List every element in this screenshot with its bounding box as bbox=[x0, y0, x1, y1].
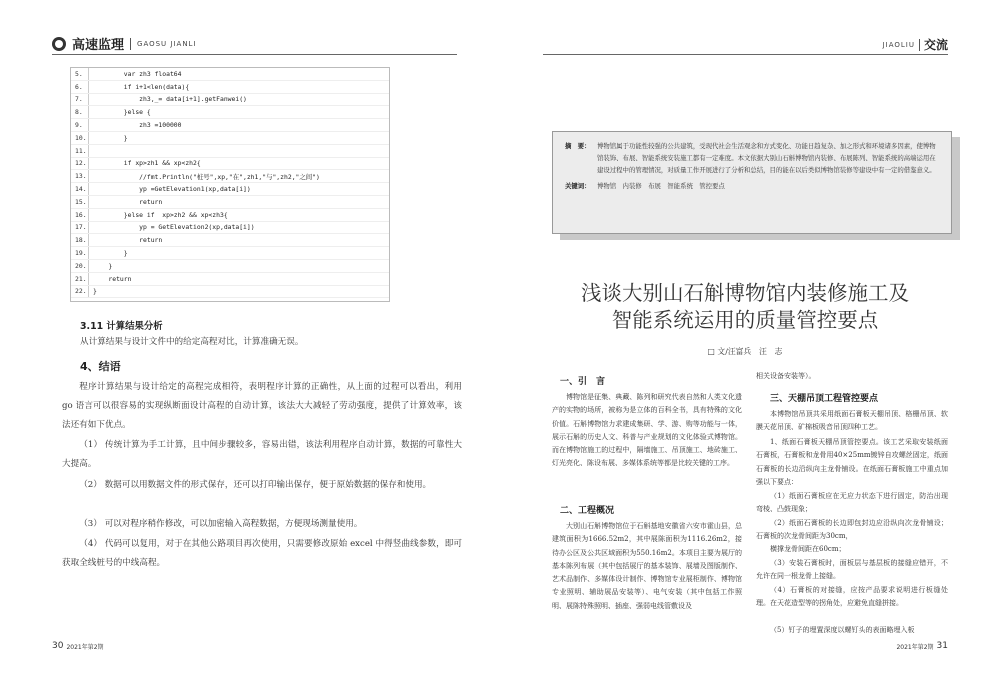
code-line bbox=[71, 196, 389, 209]
code-line-text: yp =GetElevation1(xp,data[i]) bbox=[93, 185, 251, 194]
code-line bbox=[71, 183, 389, 196]
code-line-number: 18. bbox=[71, 234, 89, 246]
section-3-11-text: 从计算结果与设计文件中的给定高程对比，计算准确无误。 bbox=[80, 337, 304, 347]
code-line-text: }else if xp>zh2 && xp<zh3{ bbox=[93, 210, 228, 219]
right-header-rule bbox=[543, 54, 948, 55]
code-line bbox=[71, 81, 389, 94]
code-line bbox=[71, 286, 389, 299]
code-line bbox=[71, 234, 389, 247]
code-line-number: 10. bbox=[71, 132, 89, 144]
journal-logo-icon bbox=[52, 37, 66, 51]
code-line bbox=[71, 68, 389, 81]
left-issue: 2021年第2期 bbox=[66, 643, 104, 651]
code-line-text: return bbox=[93, 197, 163, 206]
code-line-number: 22. bbox=[71, 286, 89, 298]
section-3-heading: 三、天棚吊顶工程管控要点 bbox=[770, 394, 879, 404]
left-page-number: 30 bbox=[52, 641, 64, 651]
code-line-text: } bbox=[93, 133, 128, 142]
point-2-continued: 横撑龙骨间距在60cm； bbox=[770, 545, 846, 553]
code-line-text: return bbox=[93, 274, 132, 283]
code-line-text: return bbox=[93, 236, 163, 245]
left-header-rule bbox=[52, 54, 457, 55]
code-line bbox=[71, 170, 389, 183]
introduction-text: 博物馆是征集、典藏、陈列和研究代表自然和人类文化遗产的实物的场所，被称为是立体的百科全书，具有特殊的文化价值。石斛博物馆力求建成集研、学、游、购等功能与一体，展示石斛的历史人文、科普与产业规划的文化体验式博物馆。而在博物馆施工的过程中，隔墙施工、吊顶施工、地砖施工、灯光亮化、陈设布展、多媒体系统等都是比较关键的工序。 bbox=[552, 393, 742, 468]
code-line-number: 12. bbox=[71, 158, 89, 170]
left-footer bbox=[52, 641, 104, 651]
code-line-number: 6. bbox=[71, 81, 89, 93]
journal-pinyin: GAOSU JIANLI bbox=[137, 39, 197, 48]
section-3-11-heading: 3.11 计算结果分析 bbox=[80, 321, 163, 332]
code-line-number: 19. bbox=[71, 247, 89, 259]
keywords-label: 关键词： bbox=[565, 182, 591, 190]
code-line-number: 7. bbox=[71, 94, 89, 106]
code-line-text: if xp>zh1 && xp<zh2{ bbox=[93, 159, 201, 168]
column-pinyin: JIAOLIU bbox=[882, 40, 915, 49]
left-page-header bbox=[52, 34, 197, 53]
right-page-header bbox=[883, 36, 948, 53]
code-line-text: } bbox=[93, 249, 128, 258]
code-line-number: 13. bbox=[71, 170, 89, 182]
code-line bbox=[71, 119, 389, 132]
right-footer bbox=[896, 641, 948, 651]
code-line bbox=[71, 222, 389, 235]
point-2: （2）纸面石膏板的长边即包封边应沿纵向次龙骨铺设；石膏板的次龙骨间距为30cm， bbox=[756, 519, 948, 541]
overview-text: 大别山石斛博物馆位于石斛基地安徽省六安市霍山县，总建筑面积为1666.52m2，其中展陈面积为1116.26m2，接待办公区及公共区域面积为550.16m2。本项目主要为展厅的基本陈列布展（其中包括展厅的基本装饰、展墙及图版制作、艺术品制作、多媒体设计制作、博物馆专业展柜制作、博物馆专业照明、辅助展品安装等）、电气安装（其中包括工作照明、展陈特殊照明、插座、强弱电线管敷设及 bbox=[552, 522, 742, 610]
point-3: （3）安装石膏板时，面板层与基层板的接缝应错开，不允许在同一根龙骨上接缝。 bbox=[756, 559, 948, 581]
code-line-number: 11. bbox=[71, 145, 89, 157]
code-line-number: 21. bbox=[71, 273, 89, 285]
code-line-text: } bbox=[93, 287, 97, 296]
code-line bbox=[71, 106, 389, 119]
advantage-2: （2） 数据可以用数据文件的形式保存，还可以打印输出保存，便于原始数据的保存和使用。 bbox=[79, 480, 432, 490]
code-line-text: yp = GetElevation2(xp,data[i]) bbox=[93, 223, 255, 232]
code-line bbox=[71, 145, 389, 158]
ceiling-intro: 本博物馆吊顶共采用纸面石膏板天棚吊顶、格栅吊顶、软膜天花吊顶、矿棉板吸音吊顶四种工艺。 bbox=[756, 410, 948, 432]
code-line-number: 14. bbox=[71, 183, 89, 195]
code-line-number: 15. bbox=[71, 196, 89, 208]
code-line-text: if i+1<len(data){ bbox=[93, 82, 190, 91]
article-title-line-2: 智能系统运用的质量管控要点 bbox=[611, 308, 879, 332]
code-line bbox=[71, 209, 389, 222]
abstract-row bbox=[565, 140, 939, 176]
code-line-text: }else { bbox=[93, 108, 151, 117]
advantage-1: （1） 传统计算为手工计算，且中间步骤较多，容易出错，该法利用程序自动计算，数据的可靠性大大提高。 bbox=[62, 440, 462, 469]
section-2-heading: 二、工程概况 bbox=[560, 506, 615, 516]
article-title-line-1: 浅谈大别山石斛博物馆内装修施工及 bbox=[581, 281, 909, 305]
advantage-4: （4） 代码可以复用，对于在其他公路项目再次使用，只需要修改原始 excel 中得竖曲线参数，即可获取全线桩号的中线高程。 bbox=[62, 539, 462, 568]
code-line bbox=[71, 260, 389, 273]
code-line-number: 9. bbox=[71, 119, 89, 131]
abstract-box bbox=[552, 131, 952, 234]
code-line-text: zh3,_= data[i+1].getFanwei() bbox=[93, 95, 247, 104]
advantage-3: （3） 可以对程序稍作修改，可以加密输入高程数据，方便现场测量使用。 bbox=[79, 519, 363, 529]
point-1: （1）纸面石膏板应在无应力状态下进行固定，防治出现弯棱、凸鼓现象； bbox=[756, 492, 948, 514]
code-line bbox=[71, 132, 389, 145]
article-title bbox=[545, 280, 945, 334]
column-title: 交流 bbox=[923, 38, 948, 52]
code-line-text: var zh3 float64 bbox=[93, 69, 182, 78]
code-line bbox=[71, 94, 389, 107]
code-line-number: 20. bbox=[71, 260, 89, 272]
code-listing bbox=[70, 67, 390, 302]
article-authors: □ 文/汪富兵 汪 志 bbox=[707, 347, 783, 356]
point-4: （4）石膏板的对接缝，应按产品要求说明进行板缝处理。在天花造型等的拐角处，应避免直缝拼接。 bbox=[756, 586, 948, 608]
gypsum-board-points: 1、纸面石膏板天棚吊顶管控要点。该工艺采取安装纸面石膏板，石膏板和龙骨用40×25mm镀锌自攻螺丝固定，纸面石膏板的长边沿纵向主龙骨铺设。在纸面石膏板施工中重点加强以下要点： bbox=[756, 438, 948, 486]
header-divider bbox=[130, 38, 131, 50]
conclusion-paragraph: 程序计算结果与设计给定的高程完成相符，表明程序计算的正确性，从上面的过程可以看出，利用 go 语言可以很容易的实现纵断面设计高程的自动计算，该法大大减轻了劳动强度，提供了计算效率，该法还有如下优点。 bbox=[62, 382, 462, 430]
header-divider bbox=[919, 39, 920, 51]
section-4-heading: 4、结语 bbox=[80, 360, 121, 373]
journal-title: 高速监理 bbox=[72, 38, 125, 53]
code-line bbox=[71, 158, 389, 171]
right-issue: 2021年第2期 bbox=[896, 643, 934, 651]
code-line-number: 8. bbox=[71, 106, 89, 118]
abstract-text: 博物馆属于功能性较强的公共建筑，受现代社会生活观念和方式变化、功能日趋复杂、加之形式和环境诸多因素，使博物馆装饰、布展、智能系统安装施工都有一定难度。本文依据大别山石斛博物馆内装修、布展陈列、智能系统的高端运用在建设过程中的管理情况，对质量工作开展进行了分析和总结，目的能在以后类似博物馆装修等建设中有一定的借鉴意义。 bbox=[597, 142, 936, 174]
code-line-text: } bbox=[93, 261, 113, 270]
code-line bbox=[71, 273, 389, 286]
overview-continued: 相关设备安装等）。 bbox=[756, 372, 816, 380]
code-line-text: //fmt.Println("桩号",xp,"在",zh1,"与",zh2,"之间") bbox=[93, 172, 320, 181]
section-1-heading: 一、引 言 bbox=[560, 377, 606, 387]
code-line-number: 5. bbox=[71, 68, 89, 80]
abstract-label: 摘 要： bbox=[565, 142, 591, 150]
code-line bbox=[71, 247, 389, 260]
keywords-row bbox=[565, 180, 939, 192]
code-line-text: zh3 =100000 bbox=[93, 121, 182, 130]
right-page-number: 31 bbox=[936, 641, 948, 651]
point-5: （5）钉子的埋置深度以螺钉头的表面略埋入板 bbox=[770, 626, 915, 634]
keywords-text: 博物馆 内装修 布展 智能系统 管控要点 bbox=[597, 182, 725, 190]
code-line-number: 16. bbox=[71, 209, 89, 221]
code-line-number: 17. bbox=[71, 222, 89, 234]
